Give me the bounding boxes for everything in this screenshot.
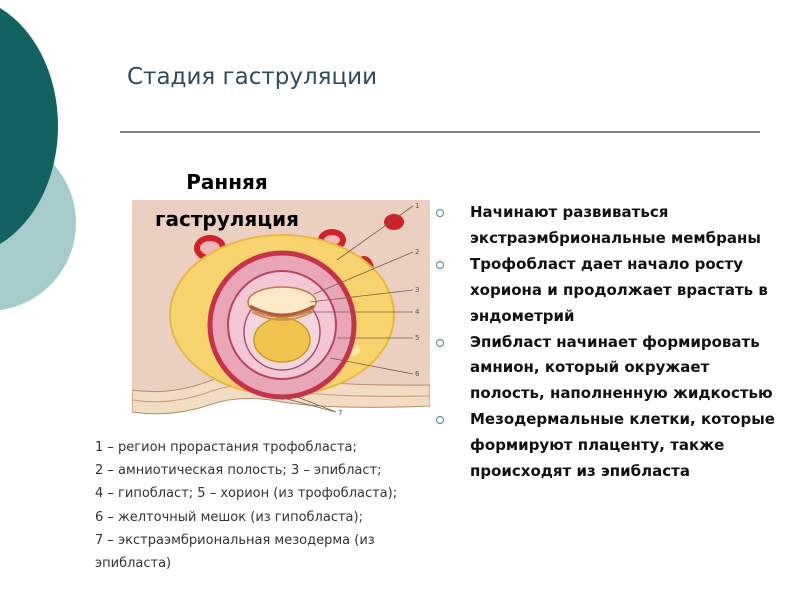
figure-legend xyxy=(95,436,450,575)
bullet-text: Эпибласт начинает формировать амнион, который окружает полость, наполненную жидкостью xyxy=(470,332,773,403)
subtitle: Ранняя гаструляция xyxy=(155,170,299,231)
bullet-item xyxy=(436,252,786,330)
figure-label-3: 3 xyxy=(415,286,420,294)
circle-bullet-icon xyxy=(436,339,444,347)
bullet-text: Мезодермальные клетки, которые формируют плаценту, также происходят из эпибласта xyxy=(470,410,775,481)
bullet-text: Трофобласт дает начало росту хориона и продолжает врастать в эндометрий xyxy=(470,254,768,325)
bullet-list xyxy=(436,200,786,485)
title-divider xyxy=(120,131,760,133)
figure-label-5: 5 xyxy=(415,334,420,342)
circle-bullet-icon xyxy=(436,209,444,217)
circle-bullet-icon xyxy=(436,261,444,269)
figure-label-7: 7 xyxy=(338,409,343,417)
legend-line: 6 – желточный мешок (из гипобласта); xyxy=(95,509,363,525)
legend-line: 1 – регион прорастания трофобласта; xyxy=(95,440,357,455)
legend-line: 2 – амниотическая полость; 3 – эпибласт; xyxy=(95,463,382,479)
bullet-text: Начинают развиваться экстраэмбриональные мембраны xyxy=(470,203,761,247)
bullet-item xyxy=(436,330,786,408)
bullet-item xyxy=(436,200,786,252)
bullet-item xyxy=(436,407,786,485)
legend-line: 4 – гипобласт; 5 – хорион (из трофобласта); xyxy=(95,486,398,502)
figure-label-2: 2 xyxy=(415,248,420,256)
figure-label-4: 4 xyxy=(415,308,420,316)
legend-line: 7 – экстраэмбриональная мезодерма (из xyxy=(95,532,375,548)
circle-bullet-icon xyxy=(436,416,444,424)
figure-label-6: 6 xyxy=(415,370,420,378)
figure-label-1: 1 xyxy=(415,202,420,210)
legend-line: эпибласта) xyxy=(95,556,172,572)
slide-title: Стадия гаструляции xyxy=(127,64,378,90)
